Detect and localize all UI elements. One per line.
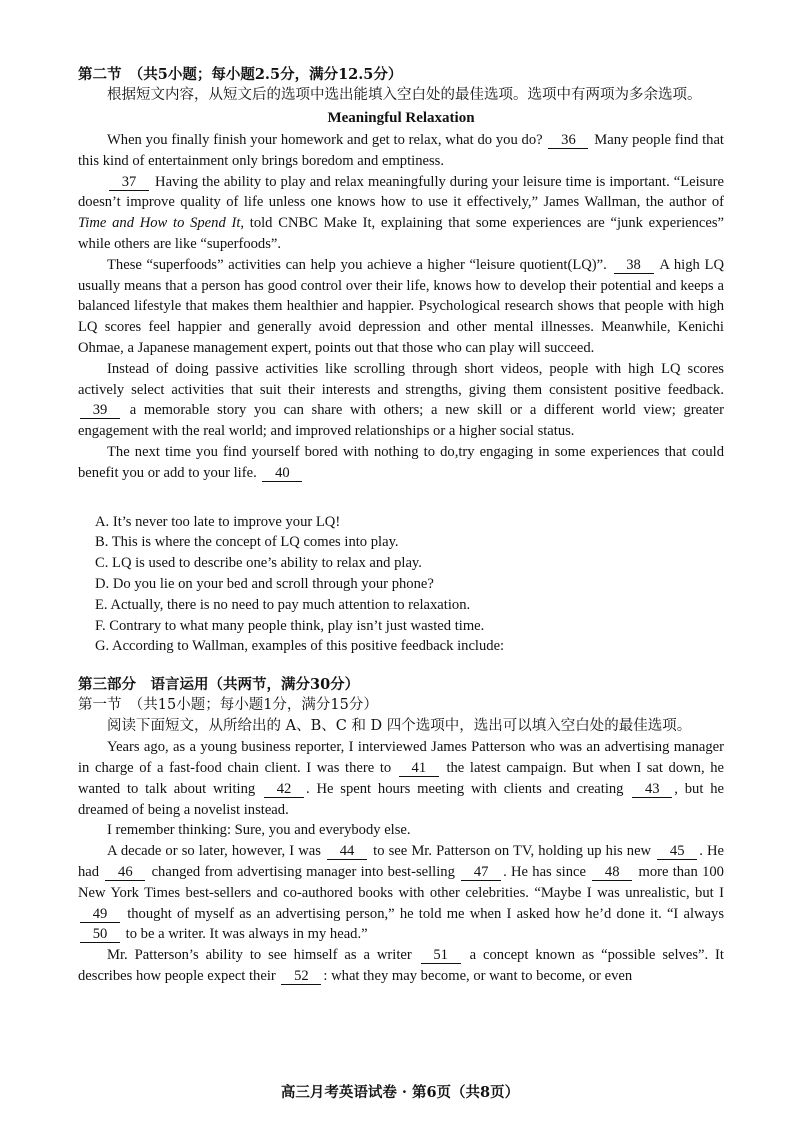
paragraph-1: When you finally finish your homework and get to relax, what do you do? 36 Many people find that this kind of entertainment only brings boredom and emptiness. <box>78 132 724 169</box>
blank-51: 51 <box>421 947 461 964</box>
blank-36: 36 <box>548 132 588 149</box>
cloze-paragraph-2: I remember thinking: Sure, you and everybody else. <box>107 822 411 839</box>
blank-43: 43 <box>632 781 672 798</box>
passage-title: Meaningful Relaxation <box>327 110 475 126</box>
section2-header: 第二节 （共5小题；每小题2.5分，满分12.5分） <box>78 66 403 83</box>
part3-instruction: 阅读下面短文，从所给出的 A、B、C 和 D 四个选项中，选出可以填入空白处的最佳选项。 <box>107 718 692 735</box>
option-a: A. It’s never too late to improve your LQ! <box>95 513 341 530</box>
blank-42: 42 <box>264 781 304 798</box>
option-e: E. Actually, there is no need to pay much attention to relaxation. <box>95 596 471 613</box>
part3-section1-header: 第一节 （共15小题；每小题1分，满分15分） <box>78 697 378 714</box>
blank-49: 49 <box>80 906 120 923</box>
blank-44: 44 <box>327 843 367 860</box>
paragraph-4: Instead of doing passive activities like scrolling through short videos, people with high LQ scores actively select activities that suit their interests and strengths, giving them consistent positive feedback. 39 a memorable story you can share with others; a new skill or a different world view; greater engagement with the real world; and improved relationships or a higher social status. <box>78 360 724 440</box>
blank-47: 47 <box>461 864 501 881</box>
option-c: C. LQ is used to describe one’s ability to relax and play. <box>95 555 422 572</box>
page-footer: 高三月考英语试卷 · 第6页（共8页） <box>280 1084 520 1101</box>
book-title: Time and How to Spend It <box>78 215 241 232</box>
options-list <box>78 512 724 658</box>
blank-41: 41 <box>399 760 439 777</box>
cloze-paragraph-4: Mr. Patterson’s ability to see himself as a writer 51 a concept known as “possible selves”. It describes how people expect their 52 : what they may become, or want to become, or even <box>78 947 724 984</box>
option-d: D. Do you lie on your bed and scroll through your phone? <box>95 575 434 592</box>
part3-header: 第三部分 语言运用（共两节，满分30分） <box>78 676 360 694</box>
cloze-paragraph-1: Years ago, as a young business reporter, I interviewed James Patterson who was an advertising manager in charge of a fast-food chain client. I was there to 41 the latest campaign. But when I sat down, he wanted to talk about writing 42 . He spent hours meeting with clients and creating 43 , but he dreamed of being a novelist instead. <box>78 739 725 818</box>
cloze-paragraph-3: A decade or so later, however, I was 44 to see Mr. Patterson on TV, holding up his new 45 . He had 46 changed from advertising manager into best-selling 47 . He has since 48 more than 100 New York Times best-sellers and co-authored books with other celebrities. “Maybe I was unrealistic, but I 49 thought of myself as an advertising person,” he told me when I asked how he’d done it. “I always 50 to be a writer. It was always in my head.” <box>78 843 724 943</box>
option-f: F. Contrary to what many people think, play isn’t just wasted time. <box>95 617 485 634</box>
option-g: G. According to Wallman, examples of this positive feedback include: <box>95 638 505 655</box>
section2-instruction: 根据短文内容，从短文后的选项中选出能填入空白处的最佳选项。选项中有两项为多余选项。 <box>107 87 702 103</box>
blank-37: 37 <box>109 174 149 191</box>
blank-52: 52 <box>281 968 321 985</box>
blank-46: 46 <box>105 864 145 881</box>
blank-39: 39 <box>80 402 120 419</box>
part3 <box>78 674 724 987</box>
blank-40: 40 <box>262 465 302 482</box>
option-b: B. This is where the concept of LQ comes into play. <box>95 534 399 551</box>
paragraph-5: The next time you find yourself bored with nothing to do,try engaging in some experiences that could benefit you or add to your life. 40 <box>78 443 724 481</box>
blank-45: 45 <box>657 843 697 860</box>
paragraph-2: 37 Having the ability to play and relax meaningfully during your leisure time is important. “Leisure doesn’t improve quality of life unless one knows how to use it effectively,” James Wallman, the author of Time and How to Spend It, told CNBC Make It, explaining that some experiences are “junk experiences” while others are like “superfoods”. <box>78 173 725 252</box>
blank-38: 38 <box>614 257 654 274</box>
blank-48: 48 <box>592 864 632 881</box>
paragraph-3: These “superfoods” activities can help you achieve a higher “leisure quotient(LQ)”. 38 A high LQ usually means that a person has good control over their life, knows how to develop their potential and keeps a balanced lifestyle that makes them healthier and happier. Psychological research shows that people with high LQ scores feel happier and generally avoid depression and other mental illnesses. Meanwhile, Kenichi Ohmae, a Japanese management expert, points out that those who can play will succeed. <box>78 256 724 356</box>
blank-50: 50 <box>80 926 120 943</box>
